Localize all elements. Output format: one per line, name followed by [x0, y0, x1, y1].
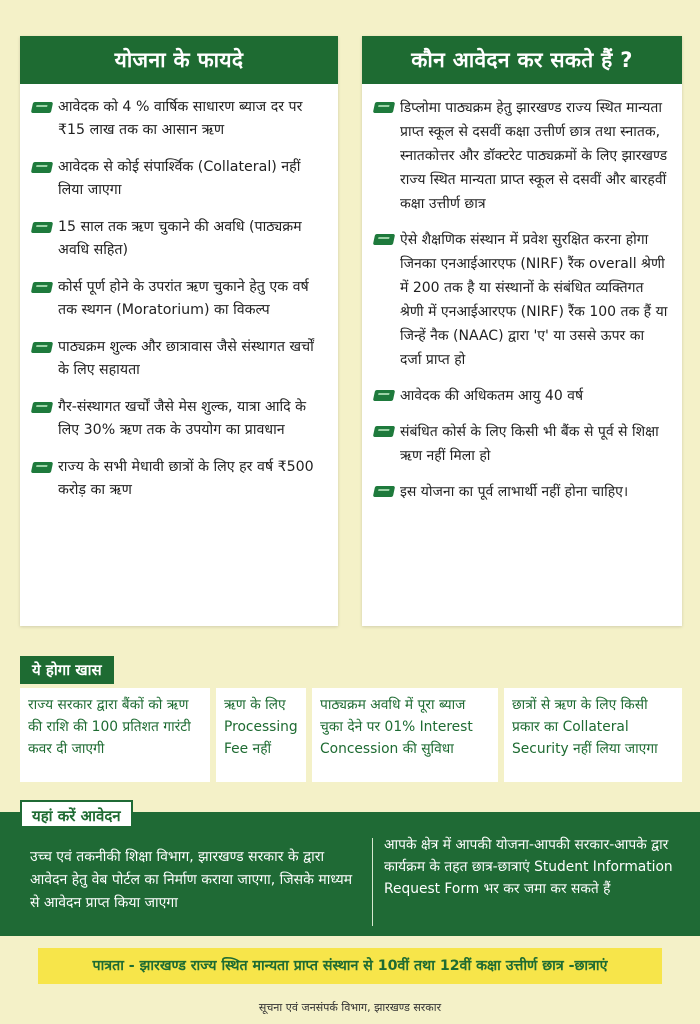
eligible-text: इस योजना का पूर्व लाभार्थी नहीं होना चाहिए।	[400, 484, 629, 500]
benefits-title: योजना के फायदे	[20, 36, 338, 84]
list-item	[374, 228, 668, 372]
apply-portal-text: उच्च एवं तकनीकी शिक्षा विभाग, झारखण्ड सरकार के द्वारा आवेदन हेतु वेब पोर्टल का निर्माण कराया जाएगा, जिसके माध्यम से आवेदन प्राप्त किया जाएगा	[30, 849, 353, 911]
special-card: छात्रों से ऋण के लिए किसी प्रकार का Collateral Security नहीं लिया जाएगा	[504, 688, 682, 782]
eligible-text: ऐसे शैक्षणिक संस्थान में प्रवेश सुरक्षित करना होगा जिनका एनआईआरएफ (NIRF) रैंक overall श्रेणी में 200 तक है या संस्थानों के संबंधित व्यक्तिगत श्रेणी में एनआईआरएफ (NIRF) रैंक 100 तक हैं या जिन्हें नैक (NAAC) द्वारा 'ए' या उससे ऊपर का दर्जा प्राप्त हो	[400, 232, 668, 368]
eligible-title: कौन आवेदन कर सकते हैं ?	[362, 36, 682, 84]
benefit-text: आवेदक से कोई संपार्श्विक (Collateral) नहीं लिया जाएगा	[58, 159, 301, 198]
list-item	[32, 336, 324, 382]
apply-form-text: आपके क्षेत्र में आपकी योजना-आपकी सरकार-आपके द्वार कार्यक्रम के तहत छात्र-छात्राएं Student Information Request Form भर कर जमा कर सकते हैं	[384, 837, 673, 897]
list-item	[32, 456, 324, 502]
ticket-bullet-icon	[31, 222, 53, 233]
apply-divider	[372, 838, 373, 926]
eligible-list	[362, 84, 682, 504]
list-item	[32, 216, 324, 262]
ticket-bullet-icon	[31, 402, 53, 413]
list-item	[32, 276, 324, 322]
ticket-bullet-icon	[31, 342, 53, 353]
special-card: पाठ्यक्रम अवधि में पूरा ब्याज चुका देने पर 01% Interest Concession की सुविधा	[312, 688, 498, 782]
apply-title: यहां करें आवेदन	[20, 800, 133, 828]
special-card: राज्य सरकार द्वारा बैंकों को ऋण की राशि की 100 प्रतिशत गारंटी कवर दी जाएगी	[20, 688, 210, 782]
special-title: ये होगा खास	[20, 656, 114, 684]
list-item	[374, 384, 668, 408]
benefit-text: आवेदक को 4 % वार्षिक साधारण ब्याज दर पर ₹15 लाख तक का आसान ऋण	[58, 99, 303, 138]
benefit-text: गैर-संस्थागत खर्चों जैसे मेस शुल्क, यात्रा आदि के लिए 30% ऋण तक के उपयोग का प्रावधान	[58, 399, 307, 438]
ticket-bullet-icon	[373, 102, 395, 113]
special-cards	[20, 688, 682, 782]
ticket-bullet-icon	[373, 234, 395, 245]
list-item	[374, 480, 668, 504]
list-item	[374, 96, 668, 216]
ticket-bullet-icon	[373, 486, 395, 497]
ticket-bullet-icon	[31, 462, 53, 473]
benefits-list	[20, 84, 338, 502]
benefit-text: राज्य के सभी मेधावी छात्रों के लिए हर वर्ष ₹500 करोड़ का ऋण	[58, 459, 314, 498]
benefit-text: 15 साल तक ऋण चुकाने की अवधि (पाठ्यक्रम अवधि सहित)	[58, 219, 302, 258]
ticket-bullet-icon	[31, 102, 53, 113]
eligible-text: डिप्लोमा पाठ्यक्रम हेतु झारखण्ड राज्य स्थित मान्यता प्राप्त स्कूल से दसवीं कक्षा उत्तीर्ण छात्र तथा स्नातक, स्नातकोत्तर और डॉक्टरेट पाठ्यक्रमों के लिए झारखण्ड राज्य स्थित मान्यता प्राप्त स्कूल से दसवीं और बारहवीं कक्षा उत्तीर्ण छात्र	[400, 100, 668, 212]
ticket-bullet-icon	[31, 282, 53, 293]
list-item	[32, 156, 324, 202]
eligible-text: आवेदक की अधिकतम आयु 40 वर्ष	[400, 388, 584, 404]
special-card: ऋण के लिए Processing Fee नहीं	[216, 688, 306, 782]
ticket-bullet-icon	[373, 426, 395, 437]
benefit-text: पाठ्यक्रम शुल्क और छात्रावास जैसे संस्थागत खर्चों के लिए सहायता	[58, 339, 314, 378]
benefit-text: कोर्स पूर्ण होने के उपरांत ऋण चुकाने हेतु एक वर्ष तक स्थगन (Moratorium) का विकल्प	[58, 279, 309, 318]
benefits-panel	[20, 36, 338, 626]
eligible-panel	[362, 36, 682, 626]
eligibility-banner: पात्रता - झारखण्ड राज्य स्थित मान्यता प्राप्त संस्थान से 10वीं तथा 12वीं कक्षा उत्तीर्ण छात्र -छात्राएं	[38, 948, 662, 984]
ticket-bullet-icon	[31, 162, 53, 173]
list-item	[32, 396, 324, 442]
list-item	[374, 420, 668, 468]
list-item	[32, 96, 324, 142]
ticket-bullet-icon	[373, 390, 395, 401]
footer-credit: सूचना एवं जनसंपर्क विभाग, झारखण्ड सरकार	[258, 1001, 442, 1014]
eligible-text: संबंधित कोर्स के लिए किसी भी बैंक से पूर्व से शिक्षा ऋण नहीं मिला हो	[400, 424, 659, 464]
